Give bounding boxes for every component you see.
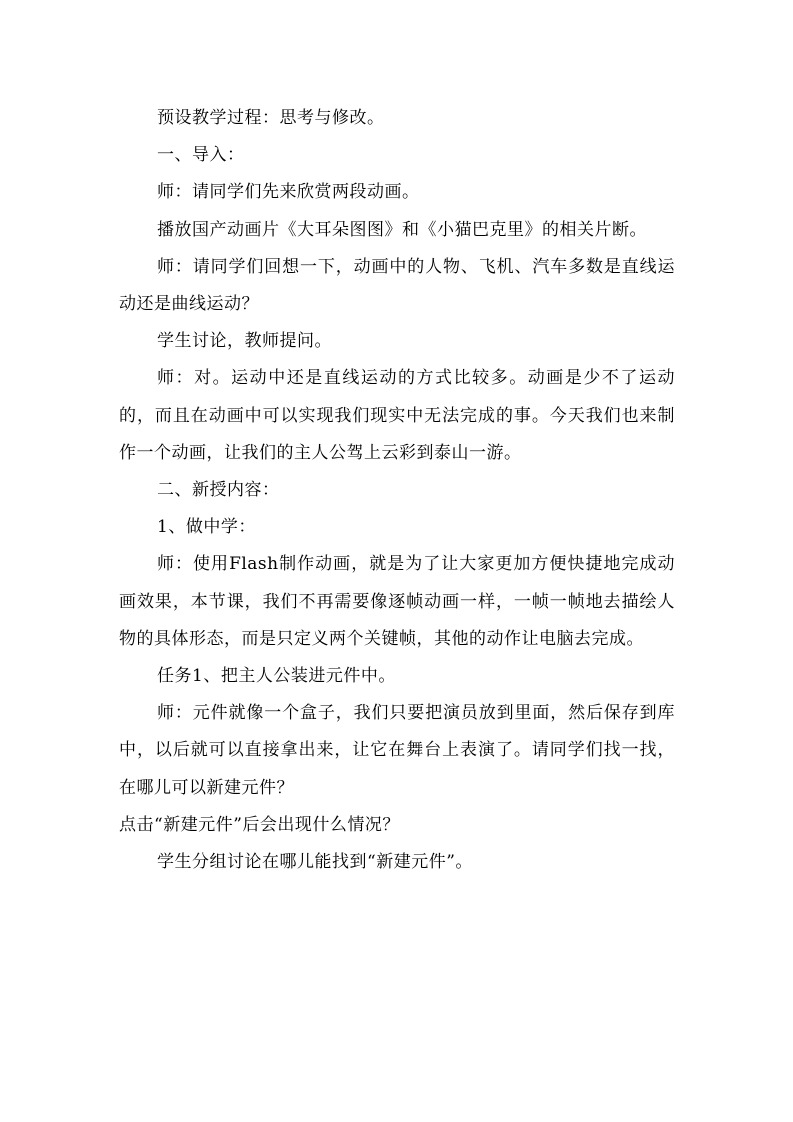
paragraph-click-new-symbol: 点击“新建元件”后会出现什么情况？ xyxy=(119,814,400,835)
paragraph-teacher-question: 师：请同学们回想一下，动画中的人物、飞机、汽车多数是直线运动还是曲线运动？ xyxy=(119,256,675,315)
paragraph-preset-process: 预设教学过程：思考与修改。 xyxy=(157,108,385,128)
paragraph-teacher-symbol: 师：元件就像一个盒子，我们只要把演员放到里面，然后保存到库中，以后就可以直接拿出来，让它在舞台上表演了。请同学们找一找，在哪儿可以新建元件？ xyxy=(119,703,675,798)
document-body xyxy=(119,100,675,881)
paragraph-group-discussion: 学生分组讨论在哪儿能找到“新建元件”。 xyxy=(157,852,473,873)
heading-introduction: 一、导入： xyxy=(157,145,245,166)
paragraph-teacher-answer: 师：对。运动中还是直线运动的方式比较多。动画是少不了运动的，而且在动画中可以实现我们现实中无法完成的事。今天我们也来制作一个动画，让我们的主人公驾上云彩到泰山一游。 xyxy=(119,368,675,463)
paragraph-task-1: 任务1、把主人公装进元件中。 xyxy=(157,666,396,687)
paragraph-student-discussion: 学生讨论，教师提问。 xyxy=(157,331,332,352)
paragraph-teacher-watch: 师：请同学们先来欣赏两段动画。 xyxy=(157,182,420,203)
paragraph-play-cartoons: 播放国产动画片《大耳朵图图》和《小猫巴克里》的相关片断。 xyxy=(157,219,647,240)
heading-new-content: 二、新授内容： xyxy=(157,480,280,501)
heading-learn-by-doing: 1、做中学： xyxy=(157,517,256,538)
paragraph-teacher-flash: 师：使用Flash制作动画，就是为了让大家更加方便快捷地完成动画效果，本节课，我们不再需要像逐帧动画一样，一帧一帧地去描绘人物的具体形态，而是只定义两个关键帧，其他的动作让电脑去完成。 xyxy=(119,554,675,649)
